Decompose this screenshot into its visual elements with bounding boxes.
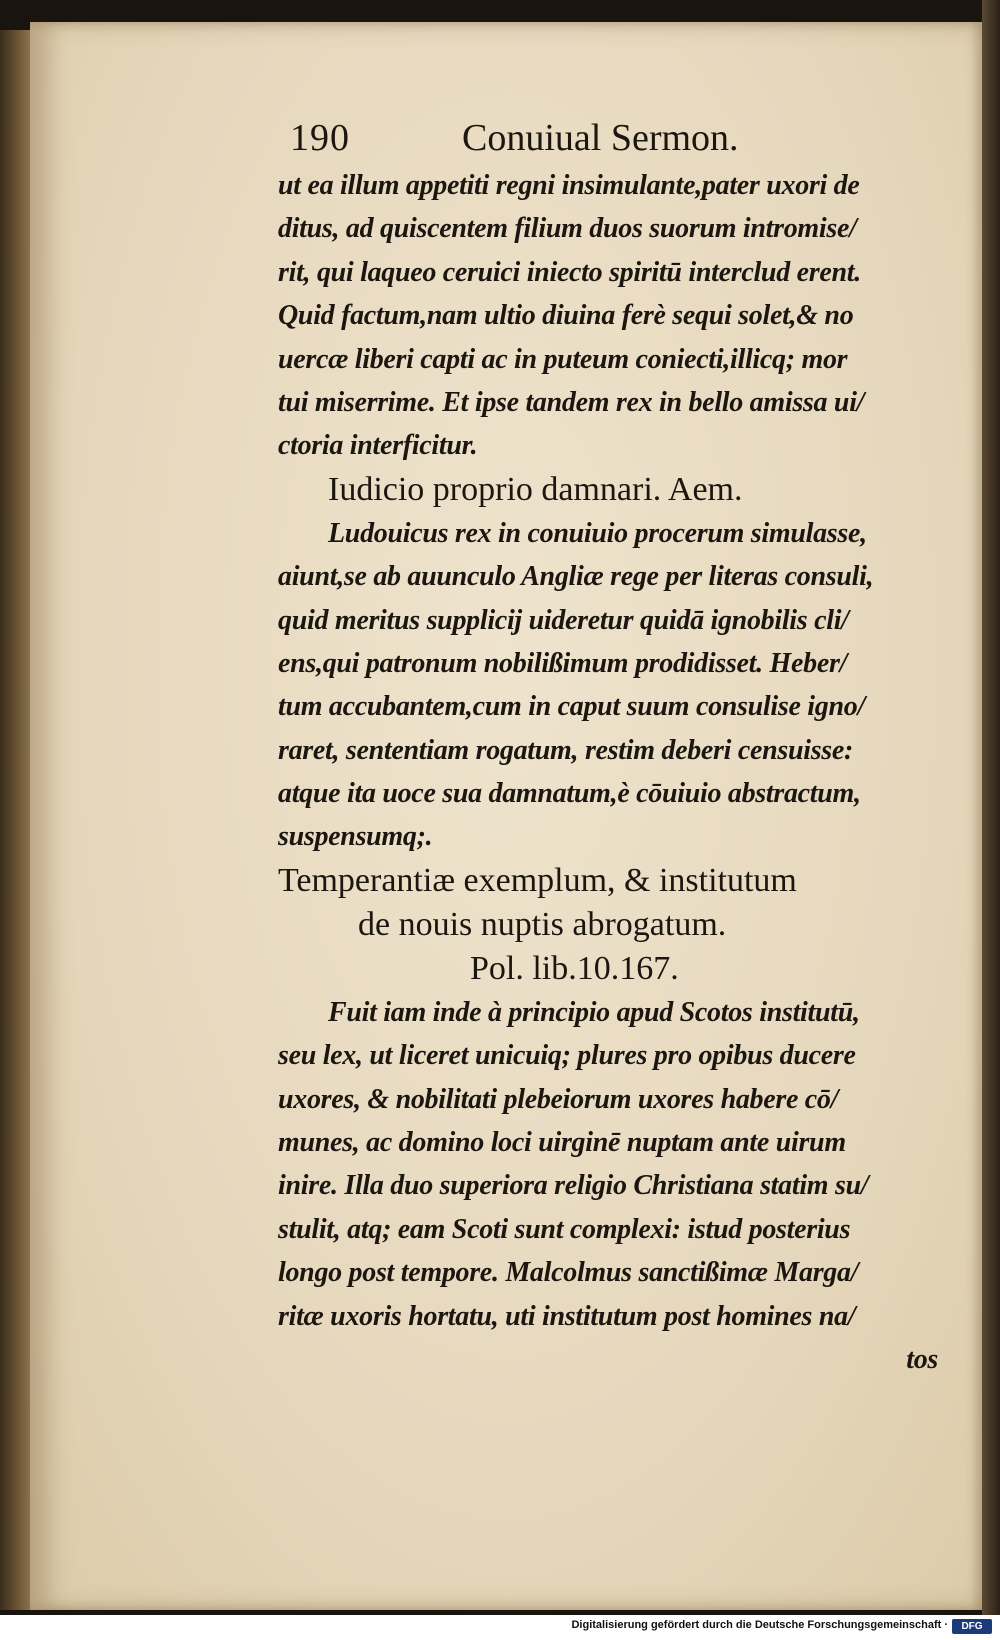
section-heading-continued: de nouis nuptis abrogatum. xyxy=(358,905,727,943)
text-line: uxores, & nobilitati plebeiorum uxores habere cō/ xyxy=(278,1083,839,1115)
text-line: ditus, ad quiscentem filium duos suorum intromise/ xyxy=(278,213,857,245)
text-line: ctoria interficitur. xyxy=(278,430,478,462)
text-line: ut ea illum appetiti regni insimulante,pater uxori de xyxy=(278,170,860,201)
text-line: tui miserrime. Et ipse tandem rex in bello amissa ui/ xyxy=(278,386,865,418)
text-line: raret, sententiam rogatum, restim deberi censuisse: xyxy=(278,734,854,766)
text-line: munes, ac domino loci uirginē nuptam ante uirum xyxy=(278,1127,846,1159)
text-line: atque ita uoce sua damnatum,è cōuiuio abstractum, xyxy=(278,778,861,810)
section-heading: Iudicio proprio damnari. Aem. xyxy=(328,470,743,508)
text-line: rit, qui laqueo ceruici iniecto spiritū interclud erent. xyxy=(278,256,861,288)
text-line: ritæ uxoris hortatu, uti institutum post homines na/ xyxy=(278,1300,856,1332)
text-line: tum accubantem,cum in caput suum consulise igno/ xyxy=(278,691,865,723)
running-title: Conuiual Sermon. xyxy=(462,117,739,159)
text-line: uercæ liberi capti ac in puteum coniecti,illicq; mor xyxy=(278,343,848,375)
section-heading: Temperantiæ exemplum, & institutum xyxy=(278,861,797,899)
text-line: inire. Illa duo superiora religio Christiana statim su/ xyxy=(278,1170,869,1202)
book-edge-left xyxy=(0,30,30,1610)
text-line: Quid factum,nam ultio diuina ferè sequi solet,& no xyxy=(278,300,854,332)
text-line: stulit, atq; eam Scoti sunt complexi: istud posterius xyxy=(278,1213,851,1245)
text-line: Fuit iam inde à principio apud Scotos institutū, xyxy=(328,996,860,1028)
dfg-logo: DFG xyxy=(952,1619,992,1634)
page-header xyxy=(278,110,978,164)
page-number: 190 xyxy=(290,117,350,159)
digitization-footer xyxy=(0,1615,1000,1640)
text-line: ens,qui patronum nobilißimum prodidisset. Heber/ xyxy=(278,647,848,679)
funding-credit: Digitalisierung gefördert durch die Deutsche Forschungsgemeinschaft · xyxy=(571,1619,948,1631)
page-text xyxy=(278,110,978,1381)
text-line: quid meritus supplicij uideretur quidā ignobilis cli/ xyxy=(278,604,849,636)
text-line: suspensumq;. xyxy=(278,821,433,853)
text-line: seu lex, ut liceret unicuiq; plures pro opibus ducere xyxy=(278,1040,856,1072)
source-reference: Pol. lib.10.167. xyxy=(470,949,679,987)
text-line: longo post tempore. Malcolmus sanctißimæ Marga/ xyxy=(278,1257,859,1289)
book-edge-right xyxy=(982,0,1000,1615)
text-line: aiunt,se ab auunculo Angliæ rege per literas consuli, xyxy=(278,561,874,593)
text-line: Ludouicus rex in conuiuio procerum simulasse, xyxy=(328,517,867,549)
catchword: tos xyxy=(906,1343,938,1375)
